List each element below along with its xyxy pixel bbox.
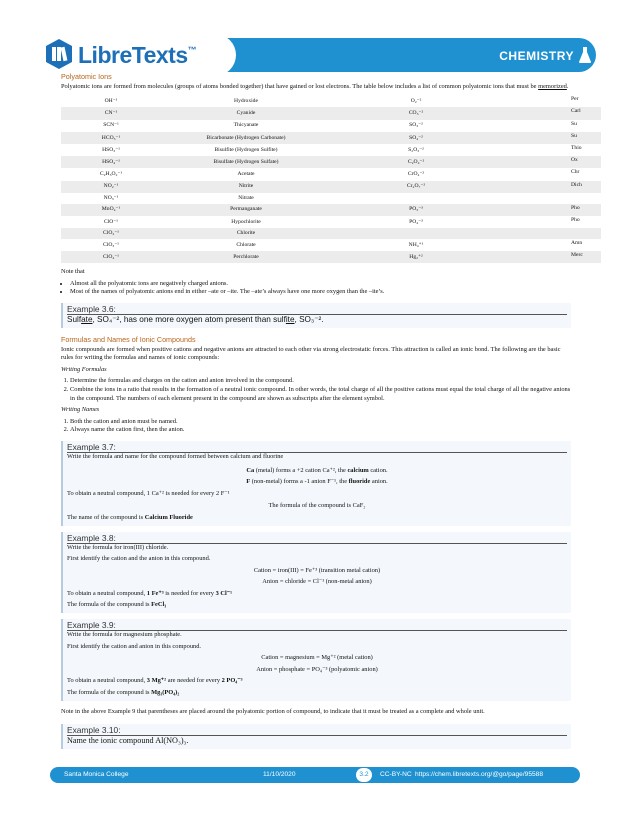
formula-steps <box>70 377 571 403</box>
ion-formula: SO₃⁻² <box>409 122 423 129</box>
ion-name-text: Merc <box>571 252 583 259</box>
ion-formula: Hg₂⁺² <box>331 251 501 263</box>
list-item: 1. Both the cation and anion must be named. <box>70 418 571 427</box>
example-line: Anion = phosphate = PO₄⁻³ (polyatomic anion) <box>256 665 378 673</box>
ion-formula: HSO₄⁻¹ <box>61 156 161 168</box>
ion-formula: PO₃⁻³ <box>331 204 501 216</box>
footer-date: 11/10/2020 <box>263 771 296 778</box>
example-title: Example 3.7: <box>67 442 567 453</box>
page-header <box>0 34 630 76</box>
section-title-ionic: Formulas and Names of Ionic Compounds <box>61 335 196 344</box>
parentheses-note: Note in the above Example 9 that parentheses are placed around the polyatomic portion of compound, to indicate that it must be treated as a complete and whole unit. <box>61 707 485 715</box>
example-line: F (non-metal) forms a -1 anion F⁻¹, the fluoride anion. <box>246 478 388 486</box>
ion-formula: ClO₃⁻¹ <box>103 241 119 248</box>
ion-name-text: Pho <box>571 204 580 211</box>
ion-formula: ClO₄⁻¹ <box>61 251 161 263</box>
ion-name-text: Dich <box>571 181 582 188</box>
subject-label[interactable]: CHEMISTRY <box>499 49 574 63</box>
ion-formula: C₂O₄⁻² <box>331 156 501 168</box>
list-item: • Almost all the polyatomic ions are negatively charged anions. <box>70 280 571 289</box>
ion-formula: ClO⁻¹ <box>104 218 118 225</box>
ion-name <box>501 204 601 216</box>
writing-formulas-label: Writing Formulas <box>61 365 107 373</box>
ion-formula: O₂⁻² <box>410 97 422 104</box>
polyatomic-intro: Polyatomic ions are formed from molecules (groups of atoms bonded together) that have gained or lost electrons. The table below includes a list of common polyatomic ions that must be memorized. <box>61 82 569 90</box>
table-row <box>61 239 601 251</box>
note-list <box>70 280 571 297</box>
list-item: 2. Always name the cation first, then the anion. <box>70 426 571 435</box>
table-row <box>61 193 601 204</box>
section-title-polyatomic: Polyatomic Ions <box>61 72 112 81</box>
list-item: 1. Determine the formulas and charges on the cation and anion involved in the compound. <box>70 377 571 386</box>
ionic-intro: Ionic compounds are formed when positive cations and negative anions are attracted to each other via strong electrostatic forces. This attraction is called an ionic bond. The following are the basic rules for writing the formulas and names of ionic compounds: <box>61 345 561 362</box>
ion-name-text: Chr <box>571 169 580 176</box>
ion-name <box>501 95 601 107</box>
ion-name <box>501 120 601 132</box>
ion-name: Bicarbonate (Hydrogen Carbonate) <box>161 132 331 144</box>
ion-formula: CN⁻¹ <box>61 107 161 119</box>
table-row <box>61 132 601 144</box>
ion-name-text: Thio <box>571 144 582 151</box>
ion-name: Nitrate <box>238 194 254 201</box>
example-3-8 <box>61 532 571 614</box>
logo-wordmark[interactable]: LibreTexts™ <box>78 42 197 68</box>
ion-name <box>501 216 601 228</box>
example-3-6 <box>61 303 571 328</box>
ion-name <box>501 132 601 144</box>
example-prompt: Write the formula and name for the compound formed between calcium and fluorine <box>67 452 284 460</box>
ion-name: Bisulfate (Hydrogen Sulfate) <box>161 156 331 168</box>
ion-name: Thicyanate <box>233 122 259 129</box>
writing-names-label: Writing Names <box>61 406 100 414</box>
ion-formula: C₂H₃O₂⁻¹ <box>99 171 123 178</box>
example-line: First identify the cation and the anion in this compound. <box>67 555 211 563</box>
ion-name-text: Carl <box>571 108 581 115</box>
ion-formula: Cr₂O₇⁻² <box>331 181 501 193</box>
ion-name: Perchlorate <box>161 251 331 263</box>
ion-formula: CrO₄⁻² <box>407 171 425 178</box>
ion-formula: S₂O₃⁻² <box>408 146 424 153</box>
example-3-10 <box>61 724 571 749</box>
example-title: Example 3.8: <box>67 533 567 544</box>
table-row <box>61 156 601 168</box>
ion-formula: NH₄⁺¹ <box>408 241 424 248</box>
ion-formula: ClO₂⁻¹ <box>61 228 161 239</box>
table-row <box>61 251 601 263</box>
libretexts-logo-icon[interactable] <box>44 38 74 70</box>
ion-name: Cyanide <box>161 107 331 119</box>
ion-name-text: Pho <box>571 216 580 223</box>
ion-formula: CO₃⁻² <box>331 107 501 119</box>
example-prompt: Write the formula for magnesium phosphate. <box>67 631 182 639</box>
ion-name <box>501 168 601 180</box>
ion-name-text: Ox <box>571 157 578 164</box>
ion-name <box>501 144 601 156</box>
ion-name: Nitrite <box>161 181 331 193</box>
ion-formula: MnO₄⁻¹ <box>61 204 161 216</box>
ion-name-text: Su <box>571 132 577 139</box>
example-line: The formula of the compound is FeCl₃ <box>67 601 167 609</box>
example-line: To obtain a neutral compound, 1 Ca⁺² is needed for every 2 F⁻¹ <box>67 489 230 497</box>
page-content <box>61 71 583 749</box>
ion-name <box>501 228 601 239</box>
ion-formula: HCO₃⁻¹ <box>61 132 161 144</box>
ion-formula <box>331 193 501 204</box>
footer-url[interactable]: https://chem.libretexts.org/@go/page/95588 <box>415 771 544 778</box>
example-3-7 <box>61 441 571 526</box>
example-line: Cation = magnesium = Mg⁺² (metal cation) <box>261 654 373 662</box>
ion-name: Hydroxide <box>234 97 258 104</box>
ion-name: Hypochlorite <box>231 218 261 225</box>
ion-formula: NO₃⁻¹ <box>103 194 119 201</box>
ion-name: Chlorate <box>236 241 256 248</box>
example-line: Cation = iron(III) = Fe⁺³ (transition metal cation) <box>253 566 381 574</box>
flask-icon <box>578 46 592 64</box>
example-line: The name of the compound is Calcium Fluoride <box>67 513 193 521</box>
example-line: The formula of the compound is CaF₂ <box>268 502 366 510</box>
note-label: Note that <box>61 268 85 276</box>
name-steps <box>70 418 571 435</box>
table-row <box>61 107 601 119</box>
example-line: To obtain a neutral compound, 1 Fe⁺³ is needed for every 3 Cl⁻¹ <box>67 589 233 597</box>
example-prompt: Write the formula for iron(III) chloride. <box>67 543 169 551</box>
ion-formula: NO₂⁻¹ <box>61 181 161 193</box>
ion-name: Permanganate <box>161 204 331 216</box>
list-item: • Most of the names of polyatomic anions end in either –ate or –ite. The –ate’s always have one more oxygen than the –ite’s. <box>70 288 571 297</box>
table-row <box>61 120 601 132</box>
page-footer <box>50 767 580 783</box>
page-number: 3.2 <box>356 768 372 782</box>
footer-license: CC-BY-NC <box>380 771 412 778</box>
ion-name <box>501 251 601 263</box>
ion-name-text: Amn <box>571 239 583 246</box>
ion-name <box>501 239 601 251</box>
example-line: First identify the cation and anion in this compound. <box>67 642 202 650</box>
footer-college: Santa Monica College <box>64 771 129 778</box>
table-row <box>61 181 601 193</box>
table-row <box>61 216 601 228</box>
ion-name: Acetate <box>237 171 255 178</box>
example-line: To obtain a neutral compound, 3 Mg⁺² are needed for every 2 PO₄⁻³ <box>67 677 243 685</box>
ion-name-text: Su <box>571 120 577 127</box>
table-row <box>61 95 601 107</box>
ion-formula: SO₄⁻² <box>331 132 501 144</box>
ion-formula: OH⁻¹ <box>104 97 118 104</box>
polyatomic-ion-table <box>61 95 601 263</box>
ion-name: Bisulfite (Hydrogen Sulfite) <box>214 146 278 153</box>
table-row <box>61 168 601 180</box>
ion-formula <box>331 228 501 239</box>
example-title: Example 3.6: <box>67 304 567 315</box>
example-text: Name the ionic compound Al(NO₃)₃. <box>67 736 189 746</box>
ion-formula: SCN⁻¹ <box>103 122 119 129</box>
example-line: Anion = chloride = Cl⁻¹ (non-metal anion) <box>262 578 372 586</box>
list-item: 2. Combine the ions in a ratio that results in the formation of a neutral ionic compound. In other words, the total charge of all the positive cations must equal the total charge of all the negative anions in the compound. The numbers of each element present in the compound are shown as subscripts after the element symbol. <box>70 386 571 403</box>
ion-name-text: Per <box>571 96 579 103</box>
example-line: Ca (metal) forms a +2 cation Ca⁺², the calcium cation. <box>246 466 388 474</box>
ion-name <box>501 181 601 193</box>
table-row <box>61 228 601 239</box>
table-row <box>61 144 601 156</box>
ion-formula: HSO₃⁻¹ <box>102 146 120 153</box>
example-line: The formula of the compound is Mg₃(PO₄)₂ <box>67 689 180 697</box>
example-title: Example 3.10: <box>67 725 567 736</box>
example-title: Example 3.9: <box>67 620 567 631</box>
example-text: Sulfate, SO₄⁻², has one more oxygen atom present than sulfite, SO₃⁻². <box>67 315 324 324</box>
ion-name: Chlorite <box>161 228 331 239</box>
ion-formula: PO₄⁻³ <box>409 218 423 225</box>
ion-name <box>501 156 601 168</box>
ion-name <box>501 107 601 119</box>
example-3-9 <box>61 619 571 701</box>
table-row <box>61 204 601 216</box>
ion-name <box>501 193 601 204</box>
